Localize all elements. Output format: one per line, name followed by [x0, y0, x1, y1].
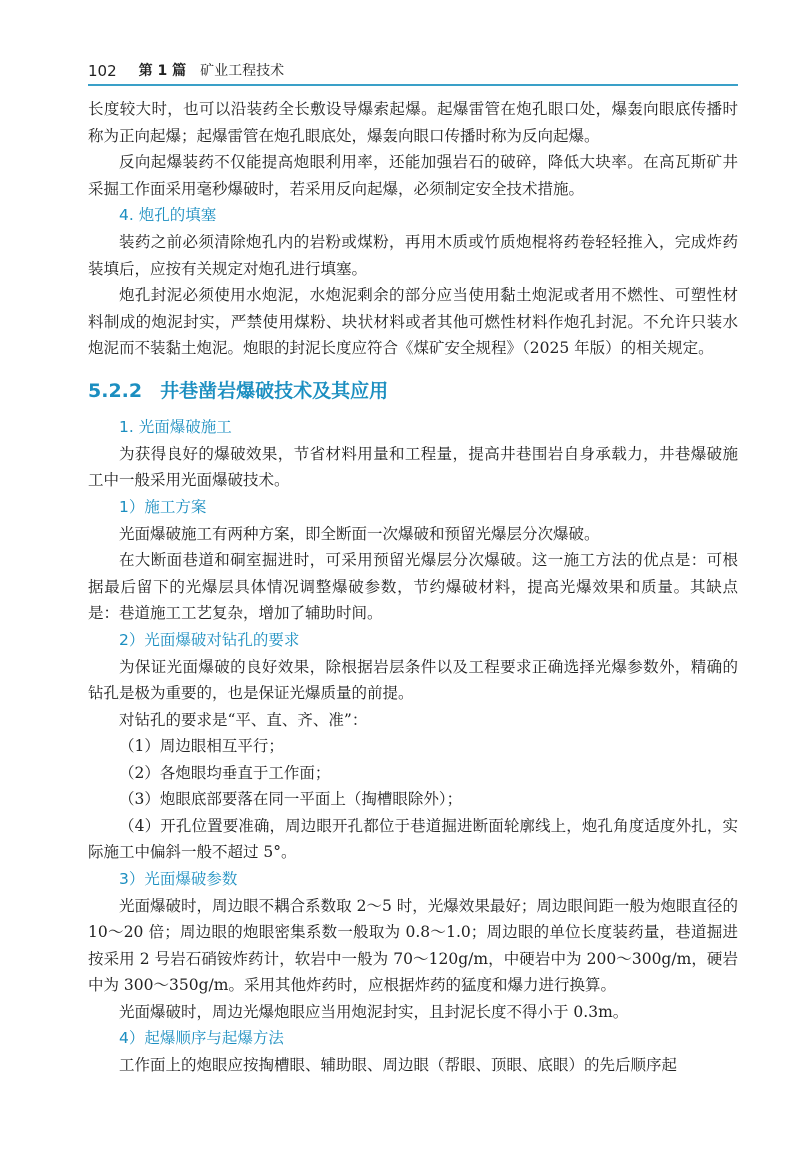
header-title: 矿业工程技术	[200, 63, 285, 79]
paragraph: 为获得良好的爆破效果，节省材料用量和工程量，提高井巷围岩自身承载力，井巷爆破施工中一般采用光面爆破技术。	[88, 444, 738, 489]
page-header	[88, 60, 738, 86]
paragraph: 为保证光面爆破的良好效果，除根据岩层条件以及工程要求正确选择光爆参数外，精确的钻孔是极为重要的，也是保证光爆质量的前提。	[88, 657, 738, 702]
paragraph: 光面爆破时，周边光爆炮眼应当用炮泥封实，且封泥长度不得小于 0.3m。	[119, 1002, 629, 1021]
paragraph: 装药之前必须清除炮孔内的岩粉或煤粉，再用木质或竹质炮棍将药卷轻轻推入，完成炸药装填后，应按有关规定对炮孔进行填塞。	[88, 233, 738, 278]
paragraph: 工作面上的炮眼应按掏槽眼、辅助眼、周边眼（帮眼、顶眼、底眼）的先后顺序起	[119, 1056, 678, 1074]
paragraph: 炮孔封泥必须使用水炮泥，水炮泥剩余的部分应当使用黏土炮泥或者用不燃性、可塑性材料制成的炮泥封实，严禁使用煤粉、块状材料或者其他可燃性材料作炮孔封泥。不允许只装水炮泥而不装黏土炮泥。炮眼的封泥长度应符合《煤矿安全规程》（2025 年版）的相关规定。	[88, 286, 738, 357]
subsection-heading: 1. 光面爆破施工	[119, 417, 232, 436]
paragraph: 在大断面巷道和硐室掘进时，可采用预留光爆层分次爆破。这一施工方法的优点是：可根据最后留下的光爆层具体情况调整爆破参数，节约爆破材料，提高光爆效果和质量。其缺点是：巷道施工工艺复杂，增加了辅助时间。	[88, 551, 738, 622]
paragraph: （2）各炮眼均垂直于工作面；	[119, 763, 331, 782]
paragraph: （4）开孔位置要准确，周边眼开孔都位于巷道掘进断面轮廓线上，炮孔角度适度外扎，实际施工中偏斜一般不超过 5°。	[88, 816, 738, 861]
paragraph: 长度较大时，也可以沿装药全长敷设导爆索起爆。起爆雷管在炮孔眼口处，爆轰向眼底传播时称为正向起爆；起爆雷管在炮孔眼底处，爆轰向眼口传播时称为反向起爆。	[88, 100, 738, 145]
paragraph: 反向起爆装药不仅能提高炮眼利用率，还能加强岩石的破碎，降低大块率。在高瓦斯矿井采掘工作面采用毫秒爆破时，若采用反向起爆，必须制定安全技术措施。	[88, 153, 738, 198]
paragraph: （1）周边眼相互平行；	[119, 737, 284, 755]
subsection-heading: 2）光面爆破对钻孔的要求	[119, 630, 300, 649]
page-body	[88, 96, 738, 1079]
paragraph: （3）炮眼底部要落在同一平面上（掏槽眼除外）；	[119, 790, 463, 808]
subsection-heading: 3）光面爆破参数	[119, 869, 238, 888]
subsection-heading: 4. 炮孔的填塞	[119, 206, 217, 224]
header-part: 第 1 篇	[138, 63, 187, 79]
paragraph: 光面爆破时，周边眼不耦合系数取 2～5 时，光爆效果最好；周边眼间距一般为炮眼直径的 10～20 倍；周边眼的炮眼密集系数一般取为 0.8～1.0；周边眼的单位长度装药量，巷道掘进按采用 2 号岩石硝铵炸药计，软岩中一般为 70～120g/m，中硬岩中为 200～300g/m，硬岩中为 300～350g/m。采用其他炸药时，应根据炸药的猛度和爆力进行换算。	[88, 896, 738, 994]
section-number: 5.2.2	[88, 379, 143, 402]
paragraph: 对钻孔的要求是“平、直、齐、准”：	[119, 710, 368, 729]
section-heading	[88, 376, 738, 406]
subsection-heading: 4）起爆顺序与起爆方法	[119, 1029, 284, 1047]
subsection-heading: 1）施工方案	[119, 497, 207, 516]
page-number: 102	[88, 62, 117, 80]
paragraph: 光面爆破施工有两种方案，即全断面一次爆破和预留光爆层分次爆破。	[119, 524, 600, 543]
section-title: 井巷凿岩爆破技术及其应用	[160, 379, 389, 402]
